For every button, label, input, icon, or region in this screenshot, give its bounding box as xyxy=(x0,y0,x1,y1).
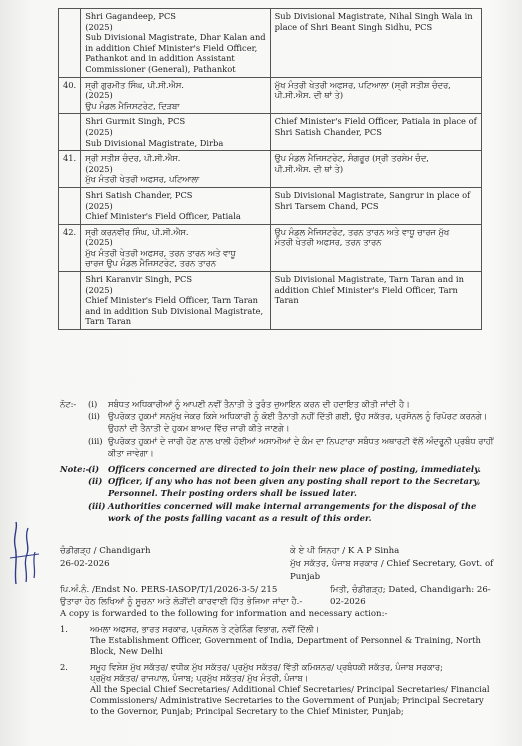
cell-line: Tarn Taran xyxy=(85,316,132,327)
posting-table xyxy=(58,8,482,330)
officer-current-posting xyxy=(81,224,270,271)
endorsement-pa: ਉਤਾਰਾ ਹੇਠ ਲਿਖਿਆਂ ਨੂੰ ਸੂਚਨਾ ਅਤੇ ਲੋੜੀਂਦੀ ਕਾਰਵਾਈ ਹਿੱਤ ਭੇਜਿਆ ਜਾਂਦਾ ਹੈ.- xyxy=(60,597,303,607)
cell-line: and in addition Sub Divisional Magistrate, xyxy=(85,305,264,316)
table-row xyxy=(59,151,482,188)
cell-line: ਸ੍ਰੀ ਗੁਰਮੀਤ ਸਿੰਘ, ਪੀ.ਸੀ.ਐਸ. xyxy=(85,79,184,90)
item-number: 2. xyxy=(60,661,68,672)
item-text xyxy=(90,662,500,718)
officer-new-posting xyxy=(270,187,481,224)
cell-line: ਪੀ.ਸੀ.ਐਸ. ਦੀ ਥਾਂ ਤੇ) xyxy=(274,163,344,174)
cell-line: in addition Chief Minister's Field Officer, xyxy=(85,42,258,53)
cell-line: Shri Satish Chander, PCS xyxy=(274,126,382,137)
officer-new-posting xyxy=(270,9,481,78)
endorsement-date: ਮਿਤੀ, ਚੰਡੀਗੜ੍ਹ; Dated, Chandigarh: 26-02-2026 xyxy=(330,585,491,607)
serial-number xyxy=(59,187,81,224)
officer-new-posting xyxy=(270,114,481,151)
cell-line: ਮੁੱਖ ਮੰਤਰੀ ਖੇਤਰੀ ਅਫਸਰ, ਤਰਨ ਤਾਰਨ ਅਤੇ ਵਾਧੂ xyxy=(85,247,236,258)
item-line: The Establishment Officer, Government of India, Department of Personnel & Training, North xyxy=(90,635,481,646)
cell-line: ਮੁੱਖ ਮੰਤਰੀ ਖੇਤਰੀ ਅਫਸਰ, ਪਟਿਆਲਾ (ਸ੍ਰੀ ਸਤੀਸ਼ ਚੰਦਰ, xyxy=(274,79,451,90)
item-line: ਸਮੂਹ ਵਿਸ਼ੇਸ਼ ਮੁੱਖ ਸਕੱਤਰ/ ਵਧੀਕ ਮੁੱਖ ਸਕੱਤਰ/ ਪ੍ਰਮੁੱਖ ਸਕੱਤਰ/ ਵਿੱਤੀ ਕਮਿਸ਼ਨਰ/ ਪ੍ਰਬੰਧਕੀ ਸਕੱਤਰ, ਪੰਜਾਬ ਸਰਕਾਰ; xyxy=(90,661,443,672)
signatory-designation: ਮੁੱਖ ਸਕੱਤਰ, ਪੰਜਾਬ ਸਰਕਾਰ / Chief Secretary, Govt. of Punjab xyxy=(290,559,494,582)
signatory-name: ਕੇ ਏ ਪੀ ਸਿਨਹਾ / K A P Sinha xyxy=(290,546,400,556)
item-line: ਅਮਲਾ ਅਫਸਰ, ਭਾਰਤ ਸਰਕਾਰ, ਪ੍ਰਸੋਨਲ ਤੇ ਟ੍ਰੇਨਿੰਗ ਵਿਭਾਗ, ਨਵੀਂ ਦਿੱਲੀ। xyxy=(90,624,320,634)
serial-number xyxy=(59,114,81,151)
officer-current-posting xyxy=(81,187,270,224)
cell-line: ਉਪ ਮੰਡਲ ਮੈਜਿਸਟਰੇਟ, ਤਰਨ ਤਾਰਨ ਅਤੇ ਵਾਧੂ ਚਾਰਜ ਮੁੱਖ xyxy=(274,226,450,237)
cell-line: ਚਾਰਜ ਉਪ ਮੰਡਲ ਮੈਜਿਸਟਰੇਟ, ਤਰਨ ਤਾਰਨ xyxy=(85,258,216,269)
item-line: All the Special Chief Secretaries/ Additional Chief Secretaries/ Principal Secretaries/ Financial xyxy=(90,684,490,695)
table-row xyxy=(59,224,482,271)
officer-current-posting xyxy=(81,77,270,114)
item-line: to the Governor, Punjab; Principal Secretary to the Chief Minister, Punjab; xyxy=(90,706,404,717)
note-en-1: Note:- (i) Officers concerned are directed to join their new place of posting, immediately. xyxy=(60,464,481,475)
note-pa-1: ਨੋਟ:- (i) ਸਬੰਧਤ ਅਧਿਕਾਰੀਆਂ ਨੂੰ ਆਪਣੀ ਨਵੀਂ ਤੈਨਾਤੀ ਤੇ ਤੁਰੰਤ ਜੁਆਇਨ ਕਰਨ ਦੀ ਹਦਾਇਤ ਕੀਤੀ ਜਾਂਦੀ ਹੈ। xyxy=(60,399,410,409)
note-en-3: (iii) Authorities concerned will make internal arrangements for the disposal of the work of the posts falling vacant as a result of this order. xyxy=(88,500,477,523)
item-line: Commissioners/ Administrative Secretaries to the Government of Punjab; Principal Secretary xyxy=(90,695,484,706)
endorsement-ref: ਪਿ.ਅੰ.ਨੰ. /Endst No. PERS-IASOP/T/1/2026-3-5/ 215 xyxy=(60,585,278,595)
distribution-item xyxy=(60,662,500,718)
officer-new-posting xyxy=(270,272,481,330)
cell-line: (2025) xyxy=(85,237,113,248)
officer-new-posting xyxy=(270,224,481,271)
cell-line: (2025) xyxy=(85,163,113,174)
serial-number xyxy=(59,9,81,78)
item-line: ਪ੍ਰਮੁੱਖ ਸਕੱਤਰ/ ਰਾਜਪਾਲ, ਪੰਜਾਬ; ਪ੍ਰਮੁੱਖ ਸਕੱਤਰ/ ਮੁੱਖ ਮੰਤਰੀ, ਪੰਜਾਬ। xyxy=(90,672,309,683)
cell-line: ਮੰਤਰੀ ਖੇਤਰੀ ਅਫਸਰ, ਤਰਨ ਤਾਰਨ xyxy=(274,237,382,248)
cell-line: (2025) xyxy=(85,200,113,211)
serial-number: 40. xyxy=(59,77,81,114)
table-row xyxy=(59,77,482,114)
cell-line: (2025) xyxy=(85,21,113,32)
table-row xyxy=(59,272,482,330)
officer-new-posting xyxy=(270,77,481,114)
handwritten-initials-stamp xyxy=(6,518,42,588)
serial-number: 41. xyxy=(59,151,81,188)
cell-line: place of Shri Beant Singh Sidhu, PCS xyxy=(274,21,433,32)
cell-line: Shri Satish Chander, PCS xyxy=(85,189,193,200)
table-row xyxy=(59,9,482,78)
cell-line: Pathankot and in addition Assistant xyxy=(85,53,235,64)
cell-line: ਮੁੱਖ ਮੰਤਰੀ ਖੇਤਰੀ ਅਫਸਰ, ਪਟਿਆਲਾ xyxy=(85,174,200,185)
cell-line: Sub Divisional Magistrate, Sangrur in place of xyxy=(274,189,471,200)
officer-current-posting xyxy=(81,151,270,188)
cell-line: ਸ੍ਰੀ ਸਤੀਸ਼ ਚੰਦਰ, ਪੀ.ਸੀ.ਐਸ. xyxy=(85,153,181,164)
cell-line: ਪੀ.ਸੀ.ਐਸ. ਦੀ ਥਾਂ ਤੇ) xyxy=(274,90,344,101)
cell-line: ਉਪ ਮੰਡਲ ਮੈਜਿਸਟਰੇਟ, ਸੰਗਰੂਰ (ਸ੍ਰੀ ਤਰਸੇਮ ਚੰਦ, xyxy=(274,153,429,164)
officer-current-posting xyxy=(81,272,270,330)
cell-line: (2025) xyxy=(85,90,113,101)
note-pa-2: (ii) ਉਪਰੋਕਤ ਹੁਕਮਾਂ ਸਨਮੁੱਖ ਜੇਕਰ ਕਿਸੇ ਅਧਿਕਾਰੀ ਨੂੰ ਕੋਈ ਤੈਨਾਤੀ ਨਹੀਂ ਦਿੱਤੀ ਗਈ, ਉਹ ਸਕੱਤਰ, ਪ੍ਰਸੋਨਲ ਨੂੰ ਰਿਪੋਰਟ ਕਰਨਗੇ। ਉਹਨਾਂ ਦੀ ਤੈਨਾਤੀ ਦੇ ਹੁਕਮ ਬਾਅਦ ਵਿੱਚ ਜਾਰੀ ਕੀਤੇ ਜਾਣਗੇ। xyxy=(88,411,488,434)
cell-line: Shri Karanvir Singh, PCS xyxy=(85,274,193,285)
note-en-2: (ii) Officer, if any who has not been given any posting shall report to the Secretary, Personnel. Their posting orders shall be issued later. xyxy=(88,476,481,499)
officer-new-posting xyxy=(270,151,481,188)
cell-line: Shri Gurmit Singh, PCS xyxy=(85,116,186,127)
signature-date: 26-02-2026 xyxy=(60,559,110,569)
cell-line: Sub Divisional Magistrate, Nihal Singh Wala in xyxy=(274,11,473,21)
notes-section xyxy=(60,398,500,524)
cell-line: Chief Minister's Field Officer, Patiala in place of xyxy=(274,116,477,127)
item-text xyxy=(90,624,500,658)
cell-line: Chief Minister's Field Officer, Patiala xyxy=(85,211,241,222)
cell-line: Taran xyxy=(274,295,299,306)
endorsement-en: A copy is forwarded to the following for information and necessary action:- xyxy=(60,609,388,619)
cell-line: ਉਪ ਮੰਡਲ ਮੈਜਿਸਟਰੇਟ, ਦਿੜਬਾ xyxy=(85,100,180,111)
cell-line: (2025) xyxy=(85,284,113,295)
note-label-pa: ਨੋਟ:- xyxy=(60,399,77,409)
serial-number xyxy=(59,272,81,330)
distribution-item xyxy=(60,624,500,658)
cell-line: addition Chief Minister's Field Officer, Tarn xyxy=(274,284,458,295)
distribution-list xyxy=(60,624,500,722)
cell-line: Chief Minister's Field Officer, Tarn Taran xyxy=(85,295,258,306)
note-pa-3: (iii) ਉਪਰੋਕਤ ਹੁਕਮਾਂ ਦੇ ਜਾਰੀ ਹੋਣ ਨਾਲ ਖਾਲੀ ਹੋਈਆਂ ਅਸਾਮੀਆਂ ਦੇ ਕੰਮ ਦਾ ਨਿਪਟਾਰਾ ਸਬੰਧਤ ਅਥਾਰਟੀ ਵੱਲੋਂ ਅੰਦਰੂਨੀ ਪ੍ਰਬੰਧ ਰਾਹੀਂ ਕੀਤਾ ਜਾਵੇਗਾ। xyxy=(88,435,494,458)
note-label-en: Note:- xyxy=(60,464,90,475)
cell-line: ਸ੍ਰੀ ਕਰਨਵੀਰ ਸਿੰਘ, ਪੀ.ਸੀ.ਐਸ. xyxy=(85,226,189,237)
cell-line: Shri Gagandeep, PCS xyxy=(85,11,176,21)
serial-number: 42. xyxy=(59,224,81,271)
table-row xyxy=(59,187,482,224)
cell-line: (2025) xyxy=(85,126,113,137)
officer-current-posting xyxy=(81,9,270,78)
cell-line: Sub Divisional Magistrate, Dirba xyxy=(85,137,224,148)
officer-current-posting xyxy=(81,114,270,151)
cell-line: Commissioner (General), Pathankot xyxy=(85,63,236,74)
cell-line: Sub Divisional Magistrate, Tarn Taran and in xyxy=(274,274,464,285)
item-line: Block, New Delhi xyxy=(90,646,163,657)
signature-place: ਚੰਡੀਗੜ੍ਹ / Chandigarh xyxy=(60,546,151,556)
item-number: 1. xyxy=(60,624,68,634)
cell-line: Sub Divisional Magistrate, Dhar Kalan and xyxy=(85,32,266,43)
cell-line: Shri Tarsem Chand, PCS xyxy=(274,200,379,211)
table-row xyxy=(59,114,482,151)
endorsement-block xyxy=(60,584,500,620)
